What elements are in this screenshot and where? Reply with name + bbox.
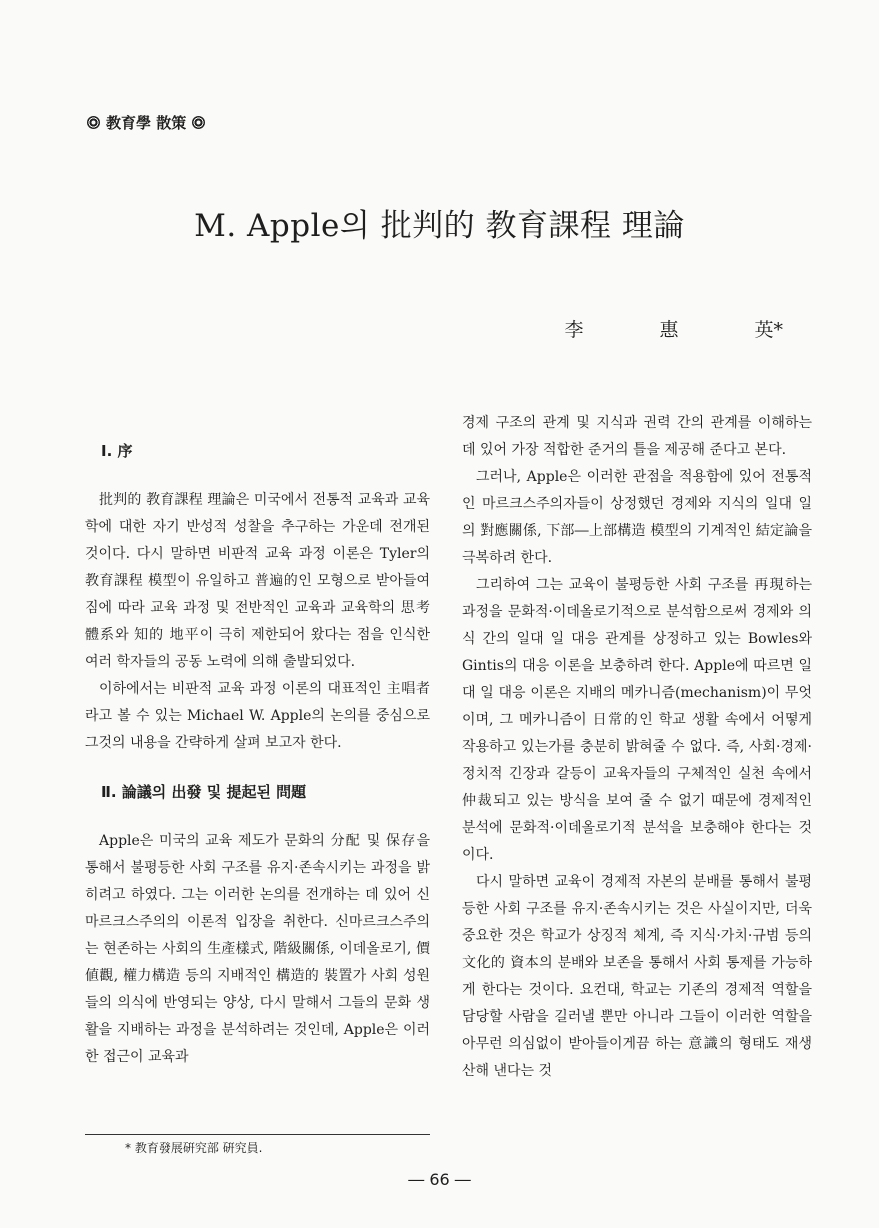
page-number: ― 66 ― — [408, 1170, 471, 1189]
author-char: 惠 — [659, 319, 679, 341]
section-heading: Ⅰ. 序 — [101, 442, 133, 460]
ornament-icon — [192, 116, 205, 129]
paragraph: Apple은 미국의 교육 제도가 문화의 分配 및 保存을 통해서 불평등한 사회 구조를 유지·존속시키는 과정을 밝히려고 하였다. 그는 이러한 논의를 전개하는 데 있어 신마르크스주의의 이론적 입장을 취한다. 신마르크스주의는 현존하는 사회의 生產樣式, 階級關係, 이데올로기, 價値觀, 權力構造 등의 지배적인 構造的 裝置가 사회 성원들의 의식에 반영되는 양상, 다시 말해서 그들의 문화 생활을 지배하는 과정을 분석하려는 것인데, Apple은 이러한 접근이 교육과 — [85, 833, 430, 1065]
series-label: 教育學 散策 — [106, 114, 187, 132]
series-header — [87, 112, 205, 133]
paragraph: 그리하여 그는 교육이 불평등한 사회 구조를 再現하는 과정을 문화적·이데올로기적으로 분석함으로써 경제와 의식 간의 일대 일 대응 관계를 상정하고 있는 Bowles와 Gintis의 대응 이론을 보충하려 한다. Apple에 따르면 일대 일 대응 이론은 지배의 메카니즘(mechanism)이 무엇이며, 그 메카니즘이 日常的인 학교 생활 속에서 어떻게 작용하고 있는가를 충분히 밝혀줄 수 없다. 즉, 사회·경제·정치적 긴장과 갈등이 교육자들의 구체적인 실천 속에서 仲裁되고 있는 방식을 보여 줄 수 없기 때문에 경제적인 분석에 문화적·이데올로기적 분석을 보충해야 한다는 것이다. — [462, 577, 812, 863]
paragraph: 그러나, Apple은 이러한 관점을 적용함에 있어 전통적인 마르크스주의자들이 상정했던 경제와 지식의 일대 일의 對應關係, 下部―上部構造 模型의 기계적인 結定論을 극복하려 한다. — [462, 469, 812, 566]
left-column — [85, 410, 430, 1071]
footnote: * 教育發展硏究部 硏究員. — [85, 1134, 430, 1156]
author — [564, 315, 783, 342]
right-column — [462, 410, 812, 1085]
ornament-icon — [87, 116, 100, 129]
paragraph: 경제 구조의 관계 및 지식과 권력 간의 관계를 이해하는 데 있어 가장 적합한 준거의 틀을 제공해 준다고 본다. — [462, 415, 812, 458]
paragraph: 批判的 教育課程 理論은 미국에서 전통적 교육과 교육학에 대한 자기 반성적 성찰을 추구하는 가운데 전개된 것이다. 다시 말하면 비판적 교육 과정 이론은 Tyler의 教育課程 模型이 유일하고 普遍的인 모형으로 받아들여짐에 따라 교육 과정 및 전반적인 교육과 교육학의 思考體系와 知的 地平이 극히 제한되어 왔다는 점을 인식한 여러 학자들의 공동 노력에 의해 출발되었다. — [85, 492, 430, 670]
paragraph: 이하에서는 비판적 교육 과정 이론의 대표적인 主唱者라고 볼 수 있는 Michael W. Apple의 논의를 중심으로 그것의 내용을 간략하게 살펴 보고자 한다. — [85, 681, 430, 751]
author-char: 李 — [564, 319, 584, 341]
article-title: M. Apple의 批判的 教育課程 理論 — [194, 208, 685, 244]
section-heading: Ⅱ. 論議의 出發 및 提起된 問題 — [101, 783, 307, 801]
paragraph: 다시 말하면 교육이 경제적 자본의 분배를 통해서 불평등한 사회 구조를 유지·존속시키는 것은 사실이지만, 더욱 중요한 것은 학교가 상징적 체계, 즉 지식·가치·규범 등의 文化的 資本의 분배와 보존을 통해서 사회 통제를 가능하게 한다는 것이다. 요컨대, 학교는 기존의 경제적 역할을 담당할 사람을 길러낼 뿐만 아니라 그들이 이러한 역할을 아무런 의심없이 받아들이게끔 하는 意識의 형태도 재생산해 낸다는 것 — [462, 874, 812, 1079]
author-char: 英* — [754, 319, 783, 341]
